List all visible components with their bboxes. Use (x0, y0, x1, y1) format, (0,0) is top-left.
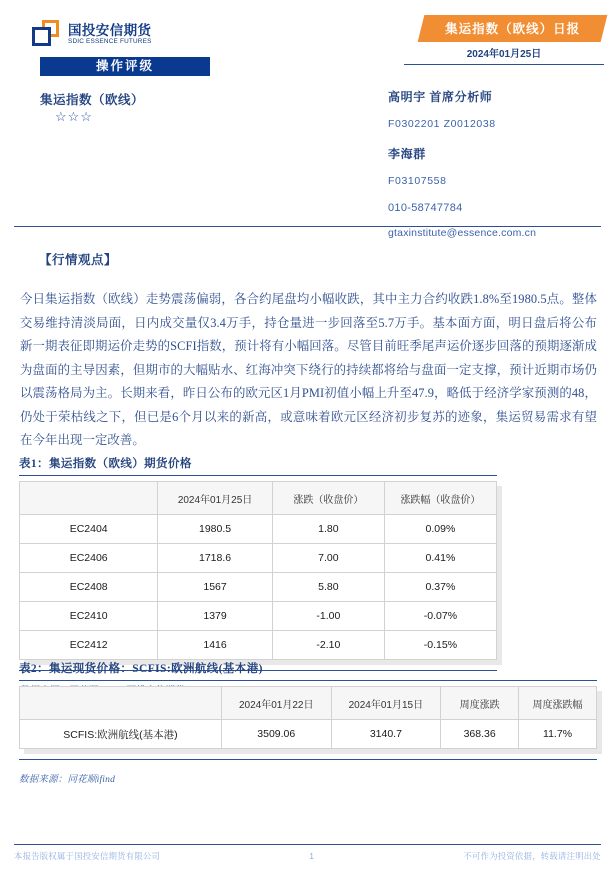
footer-copyright: 本报告版权属于国投安信期货有限公司 (14, 852, 161, 861)
table1-r0-c1: 1980.5 (158, 515, 272, 544)
table2-col-0 (20, 687, 222, 720)
table-row (20, 602, 497, 631)
table-row (20, 631, 497, 660)
table2-col-3: 周度涨跌 (441, 687, 519, 720)
spot-price-table (19, 686, 597, 749)
table-row (20, 544, 497, 573)
table2-source-divider (19, 759, 597, 787)
footer-page-number: 1 (309, 851, 315, 861)
report-title-text: 集运指数（欧线）日报 (445, 22, 581, 36)
table1-col-0 (20, 482, 158, 515)
table1-r0-c3: 0.09% (384, 515, 496, 544)
table1-r2-c0: EC2408 (20, 573, 158, 602)
table1-r3-c0: EC2410 (20, 602, 158, 631)
table1-r1-c0: EC2406 (20, 544, 158, 573)
company-logo (31, 20, 152, 48)
report-title-banner (418, 15, 608, 42)
table2-caption: 表2：集运现货价格：SCFIS:欧洲航线(基本港) (19, 660, 597, 681)
rating-bar-label: 操作评级 (40, 57, 210, 76)
page-footer (14, 844, 601, 862)
table2-col-2: 2024年01月15日 (331, 687, 441, 720)
footer-disclaimer: 不可作为投资依据，转载请注明出处 (463, 852, 601, 861)
table2-r0-c2: 3140.7 (331, 720, 441, 749)
table1-r4-c2: -2.10 (272, 631, 384, 660)
analyst-name-primary: 高明宇 首席分析师 (388, 90, 493, 104)
logo-text-en: SDIC ESSENCE FUTURES (68, 37, 152, 45)
report-header (0, 0, 615, 239)
table-header-row (20, 482, 497, 515)
table1-r2-c3: 0.37% (384, 573, 496, 602)
table1-r2-c1: 1567 (158, 573, 272, 602)
table2-r0-c1: 3509.06 (221, 720, 331, 749)
table1-r4-c3: -0.15% (384, 631, 496, 660)
table-row (20, 720, 597, 749)
analyst-contact-block (388, 88, 613, 239)
logo-blue-square-icon (32, 27, 51, 46)
table1-r0-c0: EC2404 (20, 515, 158, 544)
table1-r1-c2: 7.00 (272, 544, 384, 573)
table2-block (19, 660, 597, 787)
contact-email: gtaxinstitute@essence.com.cn (388, 227, 537, 239)
table-row (20, 515, 497, 544)
contact-phone: 010-58747784 (388, 202, 463, 214)
table1-caption: 表1：集运指数（欧线）期货价格 (19, 455, 497, 476)
table2-r0-c4: 11.7% (519, 720, 597, 749)
table2-source: 数据来源：同花顺ifind (19, 775, 116, 785)
report-date: 2024年01月25日 (404, 45, 604, 65)
logo-squares-icon (31, 20, 61, 48)
futures-price-table (19, 481, 497, 660)
table2-shadow (19, 686, 597, 749)
table1-col-3: 涨跌幅（收盘价） (384, 482, 496, 515)
table1-r1-c1: 1718.6 (158, 544, 272, 573)
market-view-paragraph: 今日集运指数（欧线）走势震荡偏弱，各合约尾盘均小幅收跌，其中主力合约收跌1.8%至1980.5点。整体交易维持清淡局面，日内成交量仅3.4万手，持仓量进一步回落至5.7万手。基本面方面，明日盘后将公布新一期表征即期运价走势的SCFI指数，预计将有小幅回落。尽管目前旺季尾声运价逐步回落的预期逐渐成为盘面的主导因素，但期市的大幅贴水、红海冲突下绕行的持续都将给与盘面一定支撑，预计近期市场仍以震荡格局为主。长期来看，昨日公布的欧元区1月PMI初值小幅上升至47.9，略低于经济学家预测的48，仍处于荣枯线之下，但已是6个月以来的新高，或意味着欧元区经济初步复苏的迹象，集运贸易需求有望在今年出现一定改善。 (20, 292, 597, 447)
table1-r3-c2: -1.00 (272, 602, 384, 631)
table2-r0-c0: SCFIS:欧洲航线(基本港) (20, 720, 222, 749)
table1-r2-c2: 5.80 (272, 573, 384, 602)
logo-text-cn: 国投安信期货 (68, 22, 152, 38)
table-row (20, 573, 497, 602)
analyst-code-secondary: F03107558 (388, 175, 447, 187)
table2-r0-c3: 368.36 (441, 720, 519, 749)
table1-r0-c2: 1.80 (272, 515, 384, 544)
table1-col-2: 涨跌（收盘价） (272, 482, 384, 515)
rating-stars: ☆☆☆ (55, 109, 93, 124)
table1-r4-c1: 1416 (158, 631, 272, 660)
table1-r3-c3: -0.07% (384, 602, 496, 631)
rating-product-name: 集运指数（欧线） (40, 93, 145, 107)
analyst-code-primary: F0302201 Z0012038 (388, 118, 496, 130)
table2-col-4: 周度涨跌幅 (519, 687, 597, 720)
table1-r3-c1: 1379 (158, 602, 272, 631)
table2-col-1: 2024年01月22日 (221, 687, 331, 720)
table1-col-1: 2024年01月25日 (158, 482, 272, 515)
table1-r4-c0: EC2412 (20, 631, 158, 660)
analyst-name-secondary: 李海群 (388, 147, 426, 161)
table-header-row (20, 687, 597, 720)
section-title-market-view: 【行情观点】 (39, 253, 118, 267)
table1-r1-c3: 0.41% (384, 544, 496, 573)
header-divider (14, 226, 601, 227)
table1-shadow (19, 481, 497, 660)
